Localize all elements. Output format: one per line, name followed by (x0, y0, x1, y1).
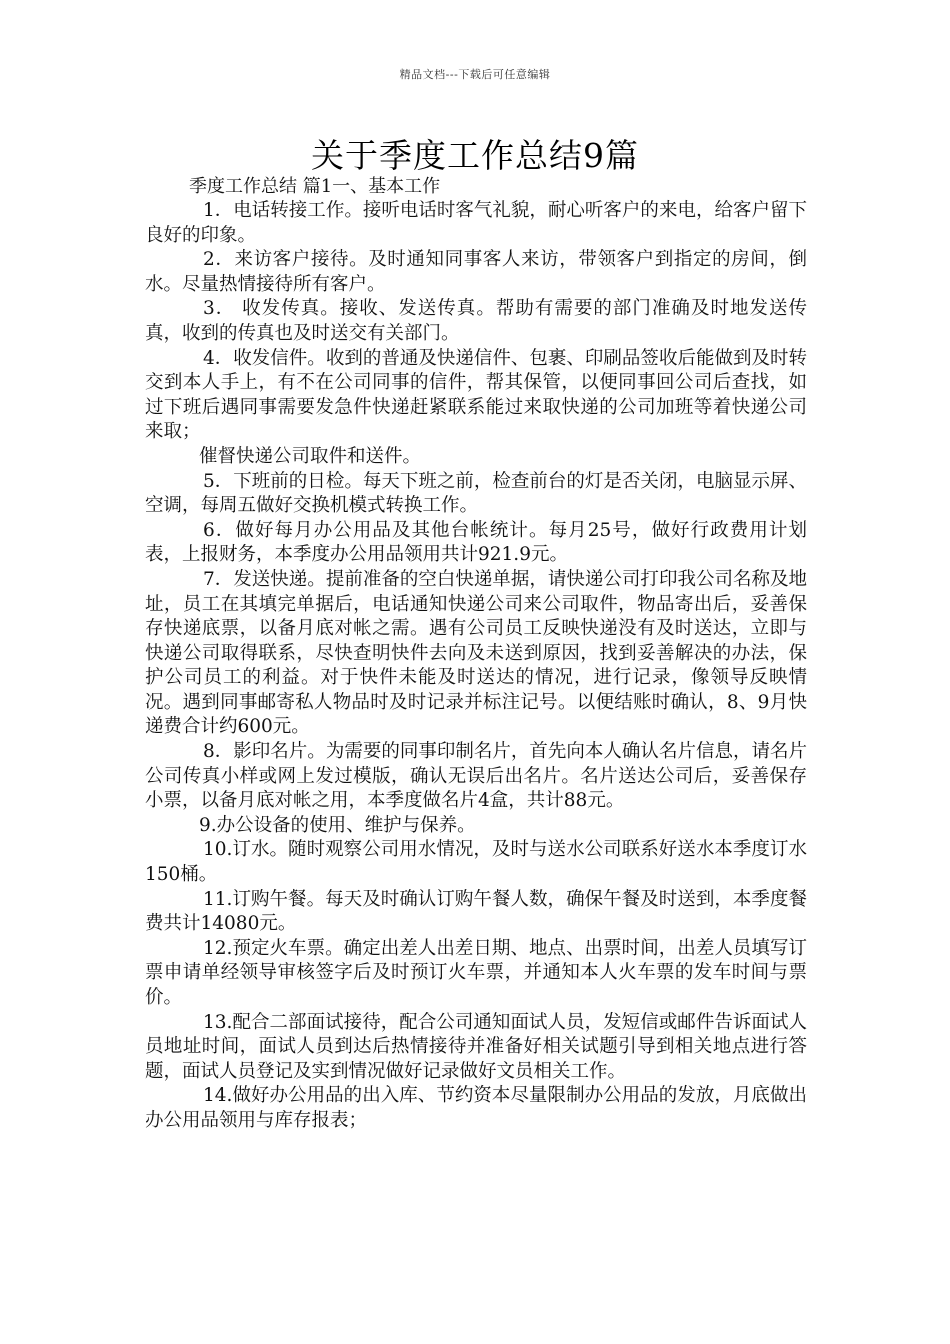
paragraph-3: 3． 收发传真。接收、发送传真。帮助有需要的部门准确及时地发送传真，收到的传真也及时送交有关部门。 (145, 298, 807, 344)
paragraph-5: 5．下班前的日检。每天下班之前，检查前台的灯是否关闭，电脑显示屏、空调，每周五做好交换机模式转换工作。 (145, 470, 807, 517)
document-title: 关于季度工作总结9篇 (311, 136, 639, 175)
paragraph-8: 8．影印名片。为需要的同事印制名片，首先向本人确认名片信息，请名片公司传真小样或网上发过模版，确认无误后出名片。名片送达公司后，妥善保存小票，以备月底对帐之用，本季度做名片4盒，共计88元。 (145, 741, 807, 812)
paragraph-11: 11.订购午餐。每天及时确认订购午餐人数，确保午餐及时送到，本季度餐费共计14080元。 (145, 888, 807, 935)
paragraph-9: 9.办公设备的使用、维护与保养。 (199, 814, 476, 836)
paragraph-4-continued: 催督快递公司取件和送件。 (199, 445, 422, 467)
paragraph-7: 7．发送快递。提前准备的空白快递单据，请快递公司打印我公司名称及地址，员工在其填完单据后，电话通知快递公司来公司取件，物品寄出后，妥善保存快递底票，以备月底对帐之需。遇有公司员工反映快递没有及时送达，立即与快递公司取得联系，尽快查明快件去向及未送到原因，找到妥善解决的办法，保护公司员工的利益。对于快件未能及时送达的情况，进行记录，像领导反映情况。遇到同事邮寄私人物品时及时记录并标注记号。以便结账时确认，8、9月快递费合计约600元。 (145, 568, 807, 738)
document-body (145, 174, 807, 1134)
paragraph-1: 1．电话转接工作。接听电话时客气礼貌，耐心听客户的来电，给客户留下良好的印象。 (145, 200, 807, 246)
section-heading: 季度工作总结 篇1一、基本工作 (189, 176, 441, 197)
paragraph-2: 2．来访客户接待。及时通知同事客人来访，带领客户到指定的房间，倒水。尽量热情接待所有客户。 (145, 249, 807, 295)
paragraph-14: 14.做好办公用品的出入库、节约资本尽量限制办公用品的发放，月底做出办公用品领用与库存报表； (145, 1085, 807, 1131)
page-header: 精品文档---下载后可任意编辑 (399, 68, 551, 81)
paragraph-12: 12.预定火车票。确定出差人出差日期、地点、出票时间，出差人员填写订票申请单经领导审核签字后及时预订火车票，并通知本人火车票的发车时间与票价。 (145, 937, 807, 1008)
paragraph-6: 6．做好每月办公用品及其他台帐统计。每月25号，做好行政费用计划表，上报财务，本季度办公用品领用共计921.9元。 (145, 519, 807, 566)
paragraph-4: 4．收发信件。收到的普通及快递信件、包裹、印刷品签收后能做到及时转交到本人手上，有不在公司同事的信件，帮其保管，以便同事回公司后查找，如过下班后遇同事需要发急件快递赶紧联系能过来取快递的公司加班等着快递公司来取； (145, 347, 807, 443)
paragraph-13: 13.配合二部面试接待，配合公司通知面试人员，发短信或邮件告诉面试人员地址时间，面试人员到达后热情接待并准备好相关试题引导到相关地点进行答题，面试人员登记及实到情况做好记录做好文员相关工作。 (145, 1011, 807, 1082)
paragraph-10: 10.订水。随时观察公司用水情况，及时与送水公司联系好送水本季度订水150桶。 (145, 839, 807, 886)
